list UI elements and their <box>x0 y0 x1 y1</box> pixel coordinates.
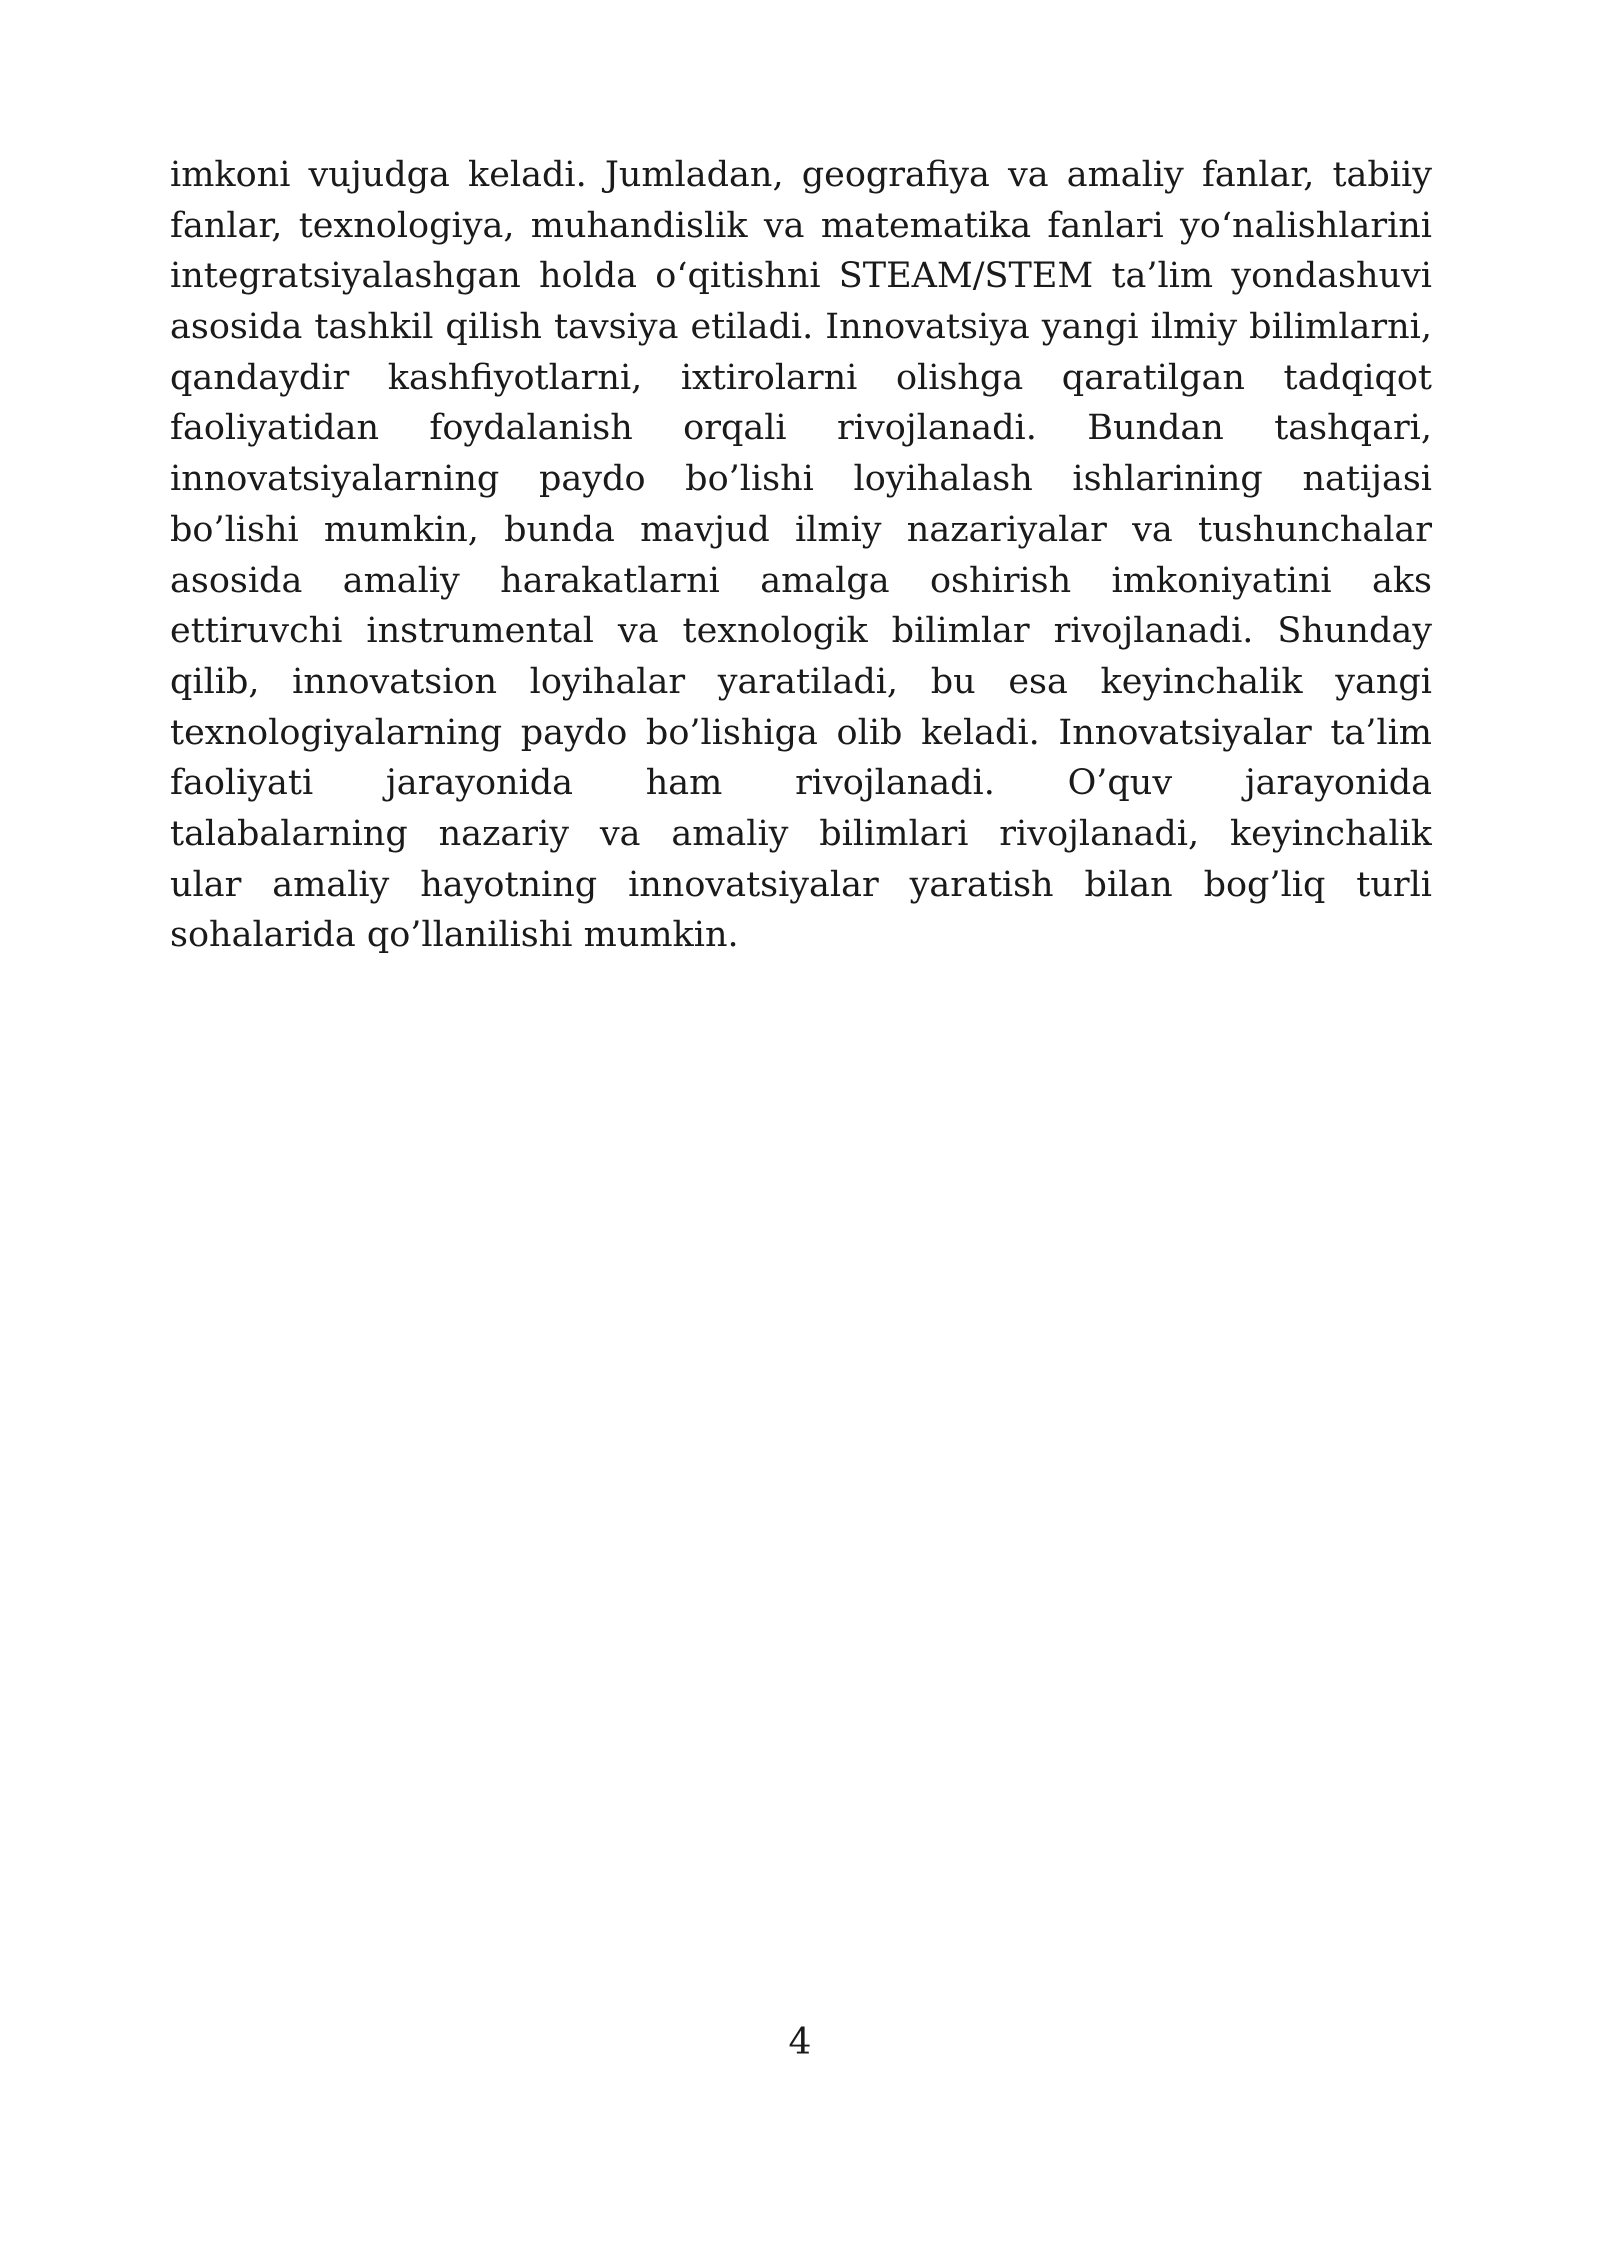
page-number: 4 <box>788 2022 812 2063</box>
paragraph-line: imkoni vujudga keladi. Jumladan, geografiya va amaliy fanlar, tabiiy <box>170 155 1432 195</box>
paragraph-line: innovatsiyalarning paydo bo’lishi loyihalash ishlarining natijasi <box>170 459 1432 500</box>
paragraph-line: texnologiyalarning paydo bo’lishiga olib keladi. Innovatsiyalar ta’lim <box>170 712 1432 753</box>
paragraph-line: fanlar, texnologiya, muhandislik va matematika fanlari yo‘nalishlarini <box>170 205 1432 246</box>
paragraph-line: ular amaliy hayotning innovatsiyalar yaratish bilan bog’liq turli <box>170 864 1432 905</box>
paragraph-line: asosida tashkil qilish tavsiya etiladi. Innovatsiya yangi ilmiy bilimlarni, <box>170 307 1432 348</box>
body-paragraph <box>170 150 1432 961</box>
paragraph-line: faoliyatidan foydalanish orqali rivojlanadi. Bundan tashqari, <box>170 408 1432 449</box>
paragraph-line: faoliyati jarayonida ham rivojlanadi. O’quv jarayonida <box>170 763 1432 804</box>
paragraph-line: talabalarning nazariy va amaliy bilimlari rivojlanadi, keyinchalik <box>170 813 1432 854</box>
paragraph-line: asosida amaliy harakatlarni amalga oshirish imkoniyatini aks <box>170 560 1432 601</box>
paragraph-line: qandaydir kashfiyotlarni, ixtirolarni olishga qaratilgan tadqiqot <box>170 357 1432 398</box>
paragraph-line: bo’lishi mumkin, bunda mavjud ilmiy nazariyalar va tushunchalar <box>170 509 1432 550</box>
paragraph-line: sohalarida qo’llanilishi mumkin. <box>170 915 739 956</box>
paragraph-line: ettiruvchi instrumental va texnologik bilimlar rivojlanadi. Shunday <box>170 611 1432 652</box>
paragraph-line: integratsiyalashgan holda o‘qitishni STEAM/STEM ta’lim yondashuvi <box>170 256 1432 297</box>
paragraph-line: qilib, innovatsion loyihalar yaratiladi, bu esa keyinchalik yangi <box>170 661 1432 702</box>
